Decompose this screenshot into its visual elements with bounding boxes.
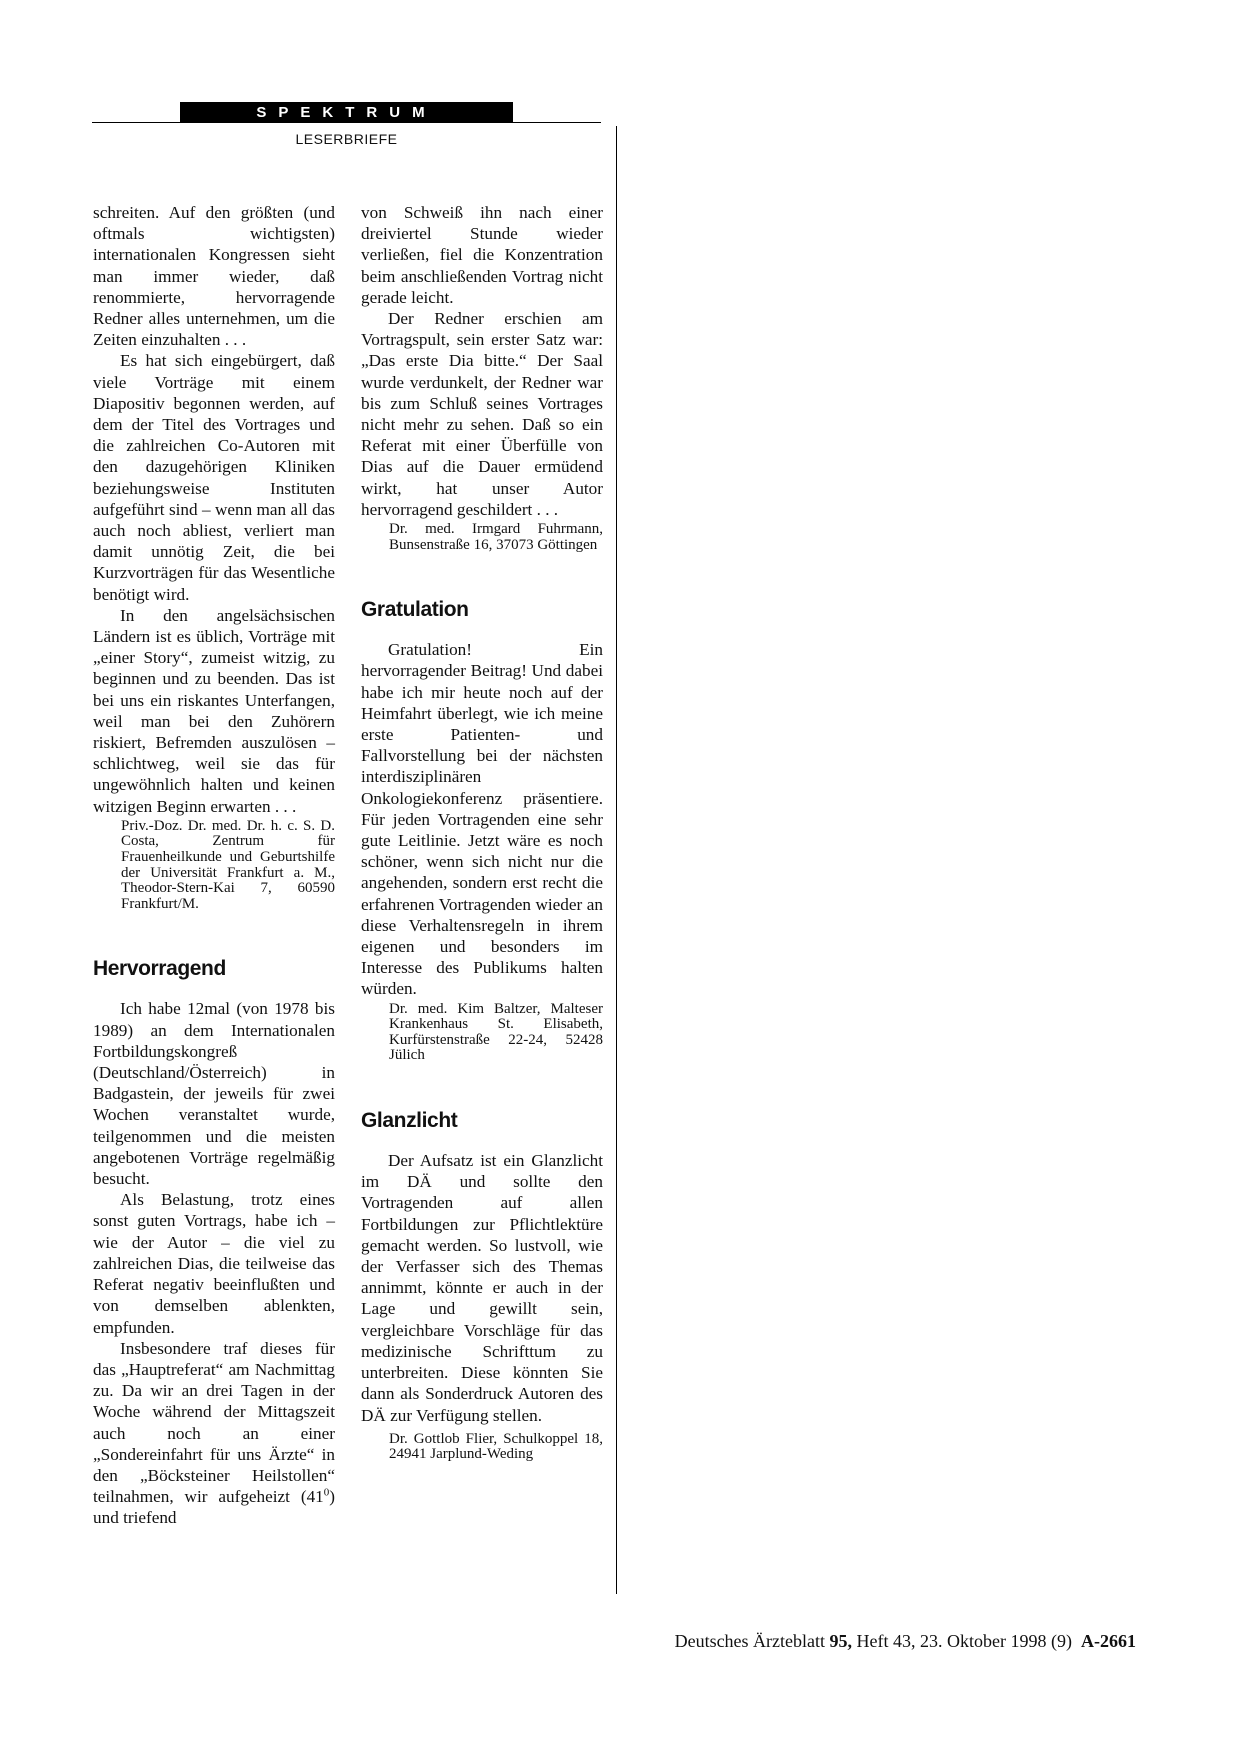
paragraph: Der Redner erschien am Vortragspult, sein erster Satz war: „Das erste Dia bitte.“ Der Saal wurde verdunkelt, der Redner war bis zum Schluß seines Vortrages nicht mehr zu sehen. Daß so ein Referat mit einer Überfülle von Dias auf die Dauer ermüdend wirkt, hat unser Autor hervorragend geschildert . . . xyxy=(361,309,603,519)
footer-page-number: A-2661 xyxy=(1081,1631,1136,1651)
paragraph: In den angelsächsischen Ländern ist es üblich, Vorträge mit „einer Story“, zumeist witzig, zu beginnen und zu beenden. Das ist bei uns ein riskantes Unterfangen, weil man bei den Zuhörern riskiert, Befremden auszulösen – schlichtweg, weil sie das für ungewöhnlich halten und keinen witzigen Beginn erwarten . . . xyxy=(93,605,335,816)
paragraph-text-end: ) und triefend xyxy=(93,1487,335,1528)
paragraph: Der Aufsatz ist ein Glanzlicht im DÄ und sollte den Vortragenden auf allen Fortbildungen zur Pflichtlektüre gemacht werden. So lustvoll, wie der Verfasser sich des Themas annimmt, könnte er auch in der Lage und gewillt sein, vergleichbare Vorschläge für das medizinische Schrifttum zu unterbreiten. Diese könnten Sie dann als Sonderdruck Autoren des DÄ zur Verfügung stellen. xyxy=(361,1151,603,1425)
letter-heading-glanzlicht: Glanzlicht xyxy=(361,1109,458,1133)
footer-journal: Deutsches Ärzteblatt xyxy=(674,1631,826,1651)
column-right xyxy=(361,202,603,1463)
footer-issue: Heft 43, 23. Oktober 1998 (9) xyxy=(856,1631,1072,1651)
section-bar: SPEKTRUM xyxy=(180,102,513,123)
superscript: 0 xyxy=(323,1486,330,1499)
footer-volume: 95, xyxy=(829,1631,853,1651)
paragraph: schreiten. Auf den größten (und oftmals wichtigsten) internationalen Kongressen sieht man immer wieder, daß renommierte, hervorragende Redner alles unternehmen, um die Zeiten einzuhalten . . . xyxy=(93,203,335,350)
paragraph: Ich habe 12mal (von 1978 bis 1989) an dem Internationalen Fortbildungskongreß (Deutschland/Österreich) in Badgastein, der jeweils für zwei Wochen veranstaltet wurde, teilgenommen und die meisten angebotenen Vorträge regelmäßig besucht. xyxy=(93,999,335,1189)
letter-signature: Dr. med. Kim Baltzer, Malteser Krankenhaus St. Elisabeth, Kurfürstenstraße 22-24, 52428 Jülich xyxy=(389,1000,603,1064)
column-divider xyxy=(616,126,617,1594)
letter-heading-gratulation: Gratulation xyxy=(361,598,469,622)
paragraph: Als Belastung, trotz eines sonst guten Vortrags, habe ich – wie der Autor – die viel zu zahlreichen Dias, die teilweise das Referat negativ beeinflußten und von demselben ablenkten, empfunden. xyxy=(93,1190,335,1337)
letter-signature: Dr. med. Irmgard Fuhrmann, Bunsenstraße 16, 37073 Göttingen xyxy=(389,521,603,553)
letter-heading-hervorragend: Hervorragend xyxy=(93,957,226,981)
paragraph: von Schweiß ihn nach einer dreiviertel Stunde wieder verließen, fiel die Konzentration beim anschließenden Vortrag nicht gerade leicht. xyxy=(361,203,603,307)
letter-signature: Priv.-Doz. Dr. med. Dr. h. c. S. D. Costa, Zentrum für Frauenheilkunde und Geburtshilfe der Universität Frankfurt a. M., Theodor-Stern-Kai 7, 60590 Frankfurt/M. xyxy=(121,817,335,912)
paragraph: Gratulation! Ein hervorragender Beitrag! Und dabei habe ich mir heute noch auf der Heimfahrt überlegt, wie ich meine erste Patienten- und Fallvorstellung bei der nächsten interdisziplinären Onkologiekonferenz präsentiere. Für jeden Vortragenden eine sehr gute Leitlinie. Jetzt wäre es noch schöner, wenn sich nicht nur die angehenden, sondern erst recht die erfahrenen Vortragenden wieder an diese Verhaltensregeln in ihrem eigenen und besonders im Interesse des Publikums halten würden. xyxy=(361,640,603,999)
header-rule-right xyxy=(513,122,601,123)
paragraph: Es hat sich eingebürgert, daß viele Vorträge mit einem Diapositiv begonnen werden, auf dem der Titel des Vortrages und die zahlreichen Co-Autoren mit den dazugehörigen Kliniken beziehungsweise Instituten aufgeführt sind – wenn man all das auch noch abliest, verliert man damit unnötig Zeit, die bei Kurzvorträgen für das Wesentliche benötigt wird. xyxy=(93,351,335,604)
paragraph-text: Insbesondere traf dieses für das „Hauptreferat“ am Nachmittag zu. Da wir an drei Tagen in der Woche während der Mittagszeit auch noch an einer „Sondereinfahrt für uns Ärzte“ in den „Böcksteiner Heilstollen“ teilnahmen, wir aufgeheizt (41 xyxy=(93,1338,335,1507)
page-footer xyxy=(675,1631,1136,1652)
column-left xyxy=(93,202,335,1529)
header-rule-left xyxy=(92,122,180,123)
letter-signature: Dr. Gottlob Flier, Schulkoppel 18, 24941 Jarplund-Weding xyxy=(389,1430,603,1463)
paragraph xyxy=(93,1338,335,1529)
section-subtitle: LESERBRIEFE xyxy=(295,131,398,147)
